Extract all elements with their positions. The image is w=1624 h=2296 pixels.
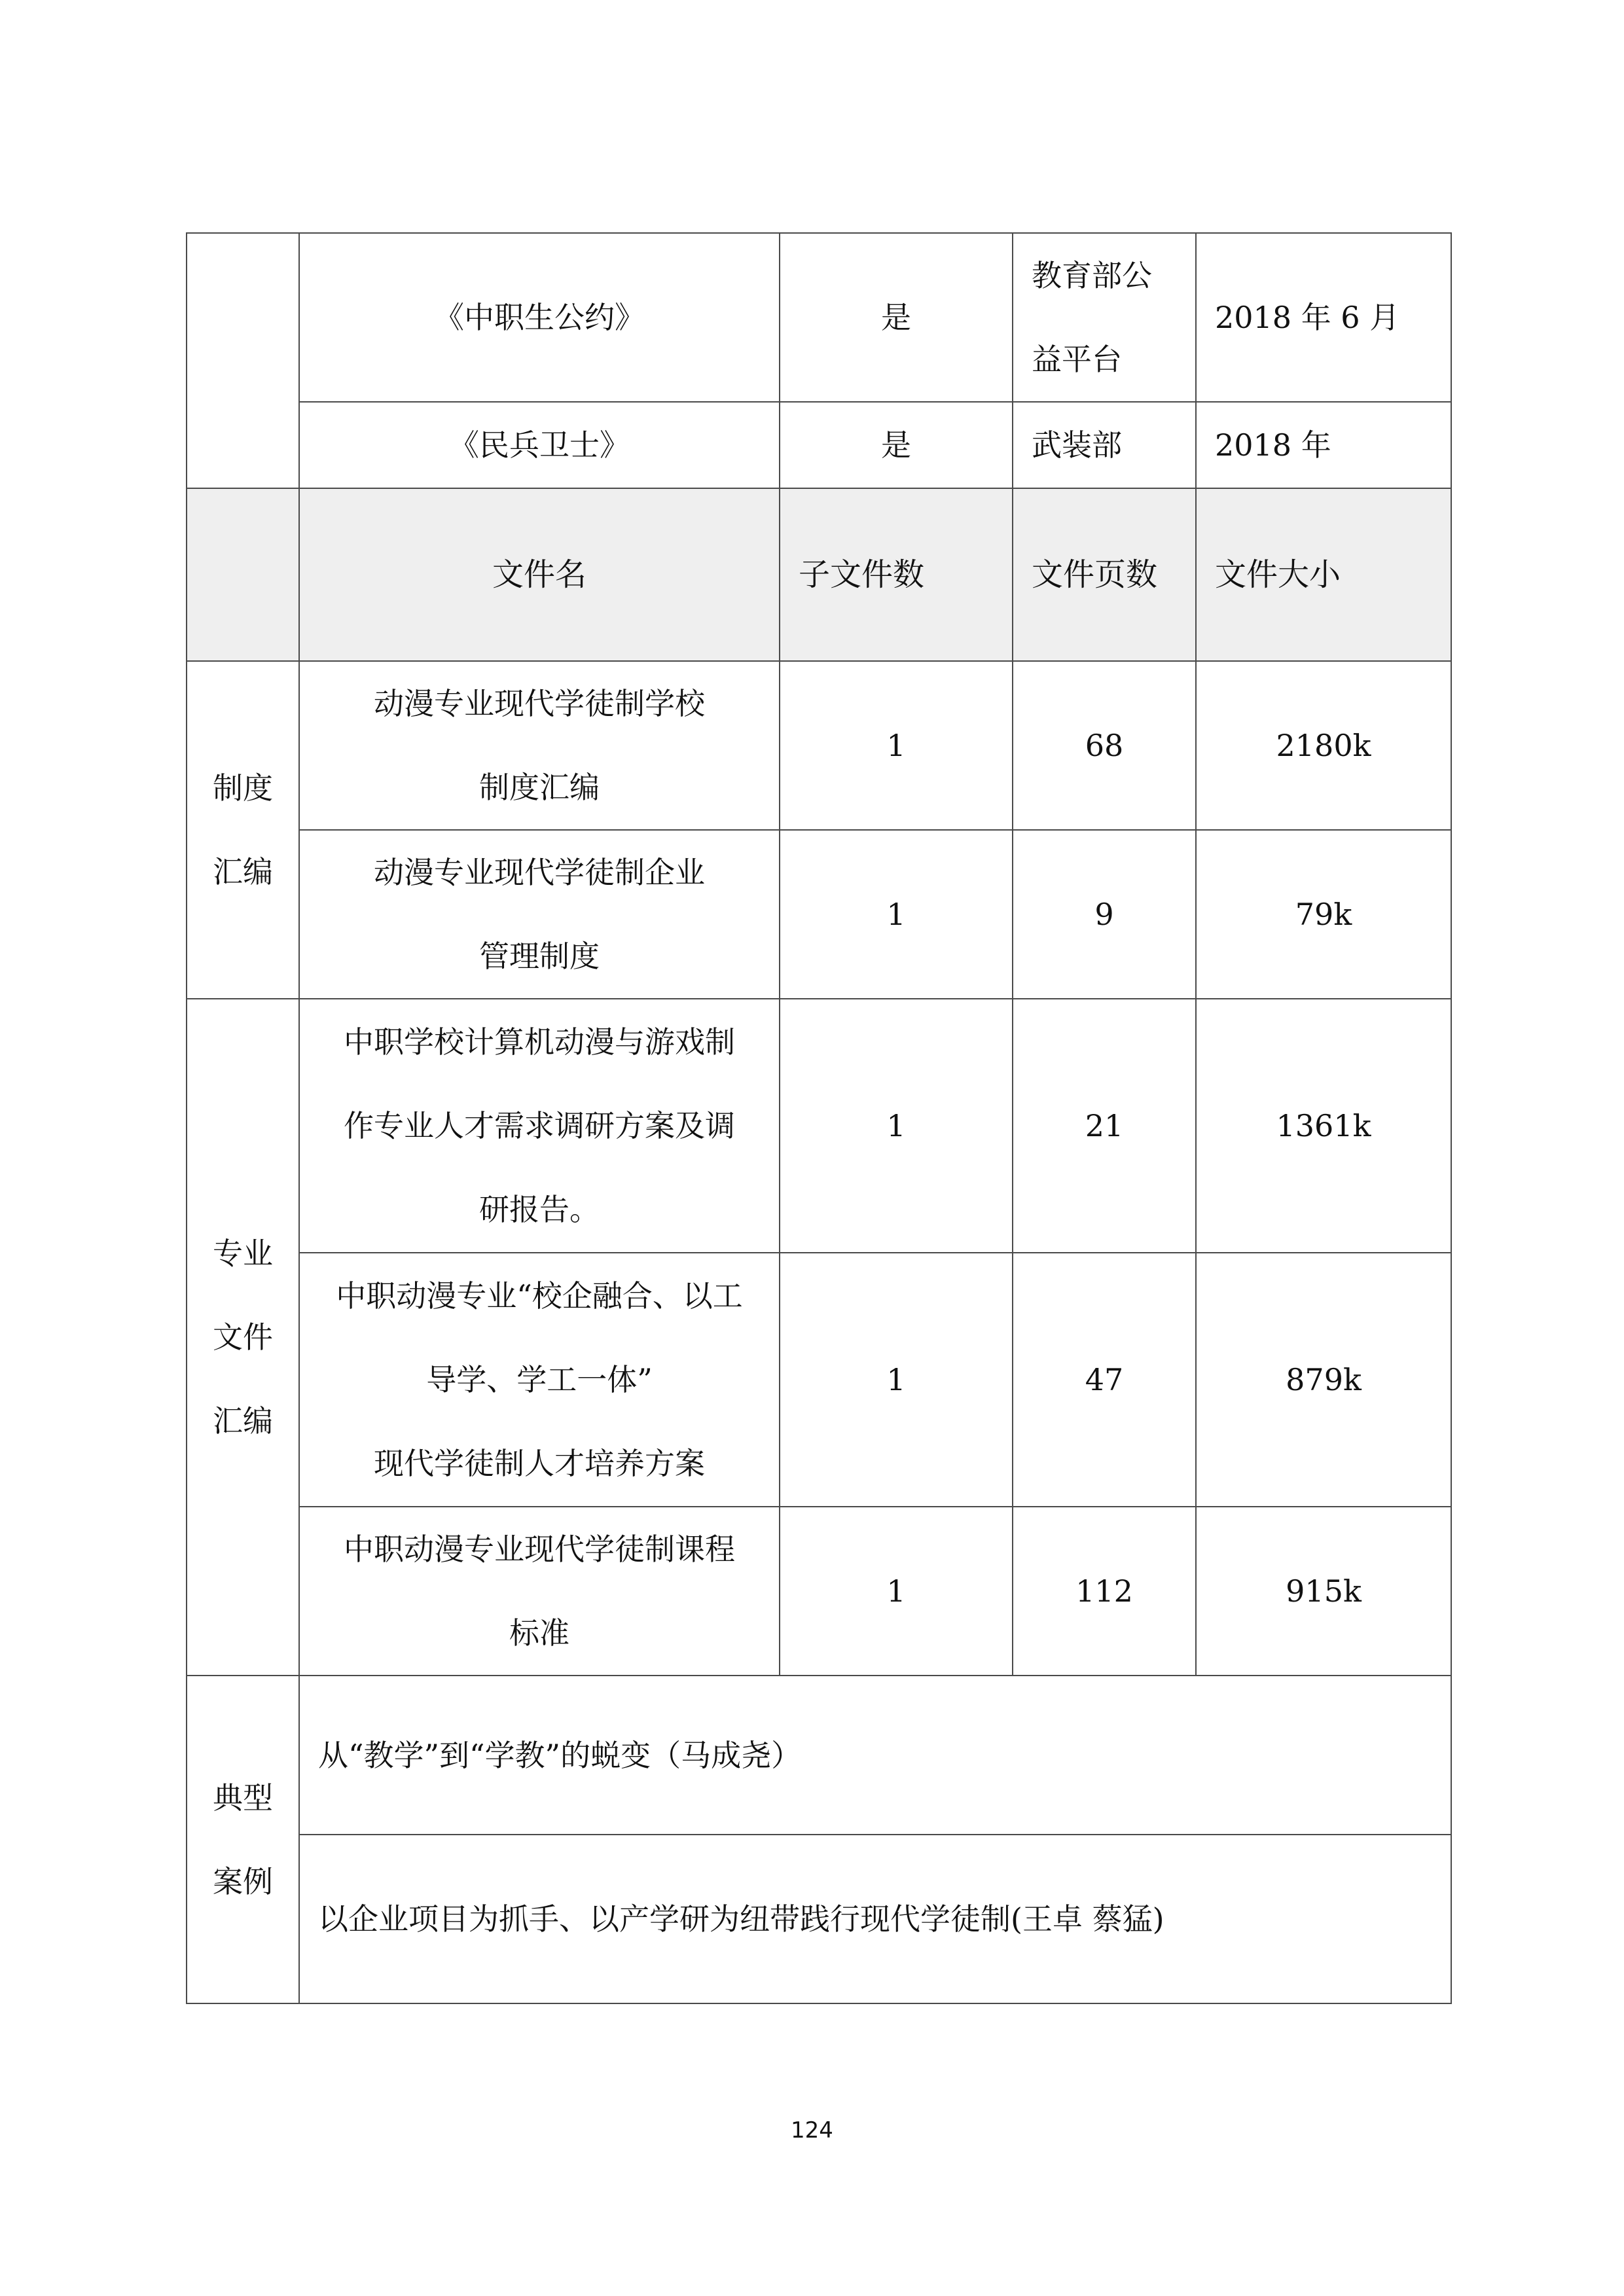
file-name-line: 动漫专业现代学徒制企业 xyxy=(374,855,705,890)
category-line: 汇编 xyxy=(213,1403,273,1439)
subfile-count-cell: 1 xyxy=(780,999,1013,1253)
file-name-line: 导学、学工一体” xyxy=(426,1362,653,1397)
file-size-cell: 879k xyxy=(1196,1253,1451,1507)
subfile-count-cell: 1 xyxy=(780,1507,1013,1676)
file-name-line: 中职动漫专业“校企融合、以工 xyxy=(336,1278,743,1314)
file-name-line: 中职学校计算机动漫与游戏制 xyxy=(344,1024,735,1060)
flag-cell: 是 xyxy=(780,402,1013,488)
header-category-cell xyxy=(187,488,299,661)
file-name-line: 动漫专业现代学徒制学校 xyxy=(374,686,705,721)
date-cell: 2018 年 xyxy=(1196,402,1451,488)
category-line: 汇编 xyxy=(213,854,273,889)
file-size-cell: 79k xyxy=(1196,830,1451,999)
source-cell xyxy=(1013,233,1196,402)
case-item: 从“教学”到“学教”的蜕变（马成尧） xyxy=(299,1676,1451,1835)
file-name-line: 作专业人才需求调研方案及调 xyxy=(344,1108,735,1143)
category-cell xyxy=(187,1676,299,2003)
subfile-count-cell: 1 xyxy=(780,1253,1013,1507)
category-line: 制度 xyxy=(213,770,273,806)
page-count-cell: 112 xyxy=(1013,1507,1196,1676)
subfile-count-cell: 1 xyxy=(780,661,1013,830)
category-cell-empty xyxy=(187,233,299,488)
file-name-cell xyxy=(299,830,780,999)
file-name-line: 研报告。 xyxy=(479,1192,600,1227)
header-file-size: 文件大小 xyxy=(1196,488,1451,661)
source-cell: 武装部 xyxy=(1013,402,1196,488)
subfile-count-cell: 1 xyxy=(780,830,1013,999)
file-name-cell xyxy=(299,1253,780,1507)
category-cell xyxy=(187,999,299,1676)
date-cell: 2018 年 6 月 xyxy=(1196,233,1451,402)
file-name-line: 现代学徒制人才培养方案 xyxy=(374,1446,705,1481)
file-name-cell: 《民兵卫士》 xyxy=(299,402,780,488)
file-name-line: 中职动漫专业现代学徒制课程 xyxy=(344,1532,735,1567)
file-size-cell: 2180k xyxy=(1196,661,1451,830)
page-count-cell: 9 xyxy=(1013,830,1196,999)
header-file-name: 文件名 xyxy=(299,488,780,661)
header-page-count: 文件页数 xyxy=(1013,488,1196,661)
header-subfile-count: 子文件数 xyxy=(780,488,1013,661)
category-line: 专业 xyxy=(213,1236,273,1271)
category-cell xyxy=(187,661,299,999)
source-line: 益平台 xyxy=(1032,342,1122,377)
file-name-cell xyxy=(299,1507,780,1676)
file-name-cell xyxy=(299,999,780,1253)
file-size-cell: 1361k xyxy=(1196,999,1451,1253)
file-name-cell xyxy=(299,661,780,830)
file-size-cell: 915k xyxy=(1196,1507,1451,1676)
page-count-cell: 47 xyxy=(1013,1253,1196,1507)
flag-cell: 是 xyxy=(780,233,1013,402)
page-count-cell: 21 xyxy=(1013,999,1196,1253)
category-line: 典型 xyxy=(213,1780,273,1816)
file-name-line: 管理制度 xyxy=(479,939,600,974)
category-line: 案例 xyxy=(213,1863,273,1899)
category-line: 文件 xyxy=(213,1319,273,1355)
file-name-cell: 《中职生公约》 xyxy=(299,233,780,402)
file-name-line: 标准 xyxy=(509,1615,569,1651)
case-item: 以企业项目为抓手、以产学研为纽带践行现代学徒制(王卓 蔡猛) xyxy=(299,1835,1451,2003)
page-count-cell: 68 xyxy=(1013,661,1196,830)
page-number: 124 xyxy=(791,2117,833,2144)
file-name-line: 制度汇编 xyxy=(479,770,600,805)
document-table xyxy=(186,232,1452,2004)
source-line: 教育部公 xyxy=(1032,258,1152,293)
